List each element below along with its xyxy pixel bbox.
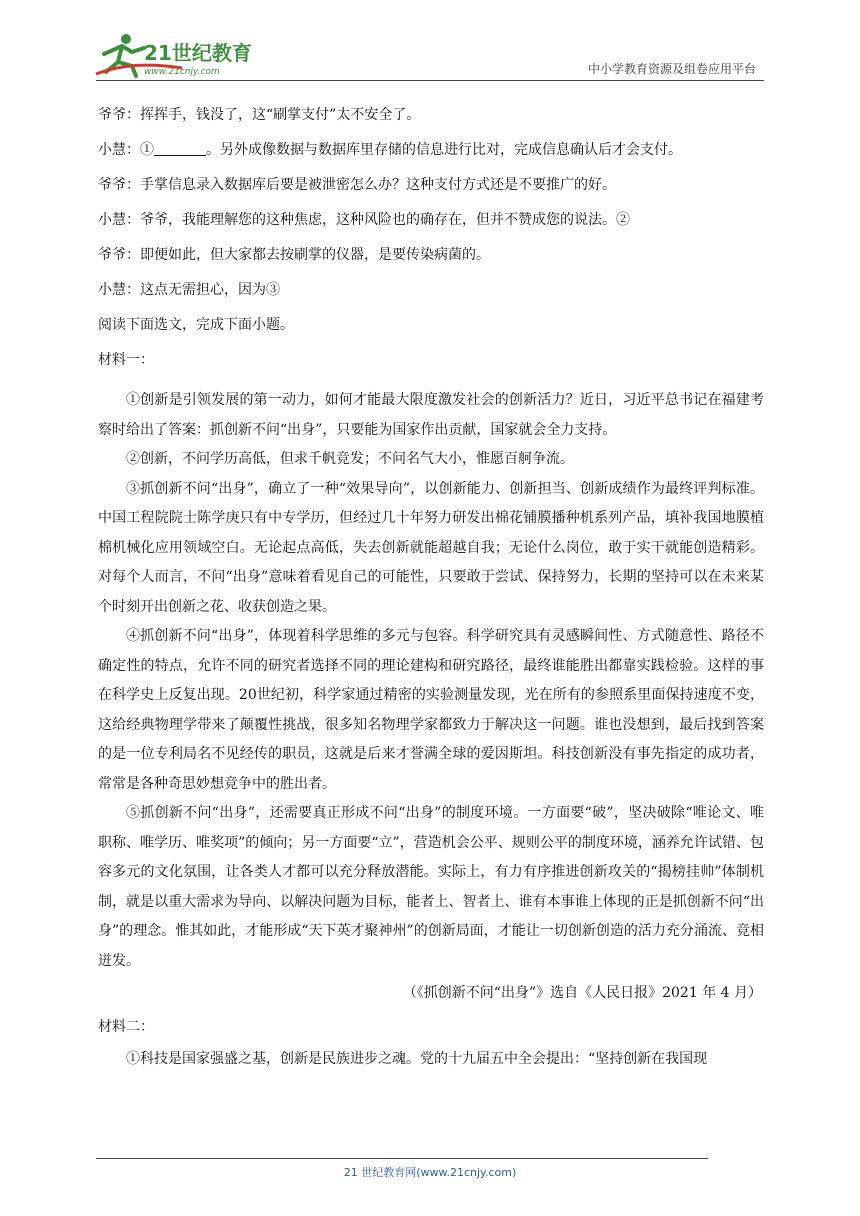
dialogue-line [98, 238, 764, 273]
dialogue-text: 爷爷，我能理解您的这种焦虑，这种风险也的确存在，但并不赞成您的说法。② [140, 212, 630, 228]
dialogue-line [98, 133, 764, 168]
dialogue-line [98, 98, 764, 133]
dialogue-line [98, 273, 764, 308]
paragraph: ③抓创新不问“出身”，确立了一种“效果导向”，以创新能力、创新担当、创新成绩作为最终评判标准。中国工程院院士陈学庚只有中专学历，但经过几十年努力研发出棉花铺膜播种机系列产品，填补我国地膜植棉机械化应用领域空白。无论起点高低，失去创新就能超越自我；无论什么岗位，敢于实干就能创造精彩。对每个人而言，不问“出身”意味着看见自己的可能性，只要敢于尝试、保持努力，长期的坚持可以在未来某个时刻开出创新之花、收获创造之果。 [98, 480, 764, 615]
dialogue-text: 手掌信息录入数据库后要是被泄密怎么办？这种支付方式还是不要推广的好。 [140, 177, 616, 193]
paragraph: ④抓创新不问“出身”，体现着科学思维的多元与包容。科学研究具有灵感瞬间性、方式随意性、路径不确定性的特点，允许不同的研究者选择不同的理论建构和研究路径，最终谁能胜出都靠实践检验。这样的事在科学史上反复出现。20世纪初，科学家通过精密的实验测量发现，光在所有的参照系里面保持速度不变，这给经典物理学带来了颠覆性挑战，很多知名物理学家都致力于解决这一问题。谁也没想到，最后找到答案的是一位专利局名不见经传的职员，这就是后来才誉满全球的爱因斯坦。科技创新没有事先指定的成功者，常常是各种奇思妙想竞争中的胜出者。 [98, 628, 764, 792]
logo-sub-text: www.21cnjy.com [144, 67, 220, 77]
footer-link[interactable]: 21 世纪教育网(www.21cnjy.com) [343, 1166, 517, 1179]
dialogue-text: ① [140, 142, 154, 158]
dialogue-line [98, 168, 764, 203]
dialogue-text: 这点无需担心，因为③ [140, 282, 280, 298]
site-logo [92, 30, 262, 80]
document-body [98, 98, 764, 1075]
speaker: 爷爷： [98, 177, 140, 193]
speaker: 爷爷： [98, 247, 140, 263]
speaker: 小慧： [98, 212, 140, 228]
paragraph: ①科技是国家强盛之基，创新是民族进步之魂。党的十九届五中全会提出：“坚持创新在我国现 [126, 1051, 708, 1067]
material-label: 材料二： [98, 1019, 154, 1035]
source-citation: （《抓创新不问“出身”》选自《人民日报》2021 年 4 月） [402, 985, 762, 1001]
runner-logo-icon [92, 30, 262, 80]
header-divider [96, 80, 764, 81]
dialogue-text: 即便如此，但大家都去按刷掌的仪器，是要传染病菌的。 [140, 247, 490, 263]
dialogue-line [98, 203, 764, 238]
header-platform-text: 中小学教育资源及组卷应用平台 [587, 62, 756, 76]
paragraph: ⑤抓创新不问“出身”，还需要真正形成不问“出身”的制度环境。一方面要“破”，坚决破除“唯论文、唯职称、唯学历、唯奖项”的倾向；另一方面要“立”，营造机会公平、规则公平的制度环境，涵养允许试错、包容多元的文化氛围，让各类人才都可以充分释放潜能。实际上，有力有序推进创新攻关的“揭榜挂帅”体制机制，就是以重大需求为导向、以解决问题为目标，能者上、智者上、谁有本事谁上体现的正是抓创新不问“出身”的理念。惟其如此，才能形成“天下英才聚神州”的创新局面，才能让一切创新创造的活力充分涌流、竞相迸发。 [98, 805, 764, 969]
paragraph: ②创新，不问学历高低，但求千帆竞发；不问名气大小，惟愿百舸争流。 [126, 451, 574, 467]
material-label: 材料一： [98, 352, 154, 368]
speaker: 爷爷： [98, 107, 140, 123]
answer-blank[interactable] [154, 141, 206, 156]
dialogue-text: 挥挥手，钱没了，这“刷掌支付”太不安全了。 [140, 107, 421, 123]
paragraph: ①创新是引领发展的第一动力，如何才能最大限度激发社会的创新活力？近日，习近平总书记在福建考察时给出了答案：抓创新不问“出身”，只要能为国家作出贡献，国家就会全力支持。 [98, 392, 764, 438]
speaker: 小慧： [98, 282, 140, 298]
footer-divider [96, 1158, 708, 1159]
dialogue-text-after: 。另外成像数据与数据库里存储的信息进行比对，完成信息确认后才会支付。 [206, 142, 682, 158]
speaker: 小慧： [98, 142, 140, 158]
instruction: 阅读下面选文，完成下面小题。 [98, 317, 294, 333]
logo-main-text: 21世纪教育 [144, 41, 252, 65]
